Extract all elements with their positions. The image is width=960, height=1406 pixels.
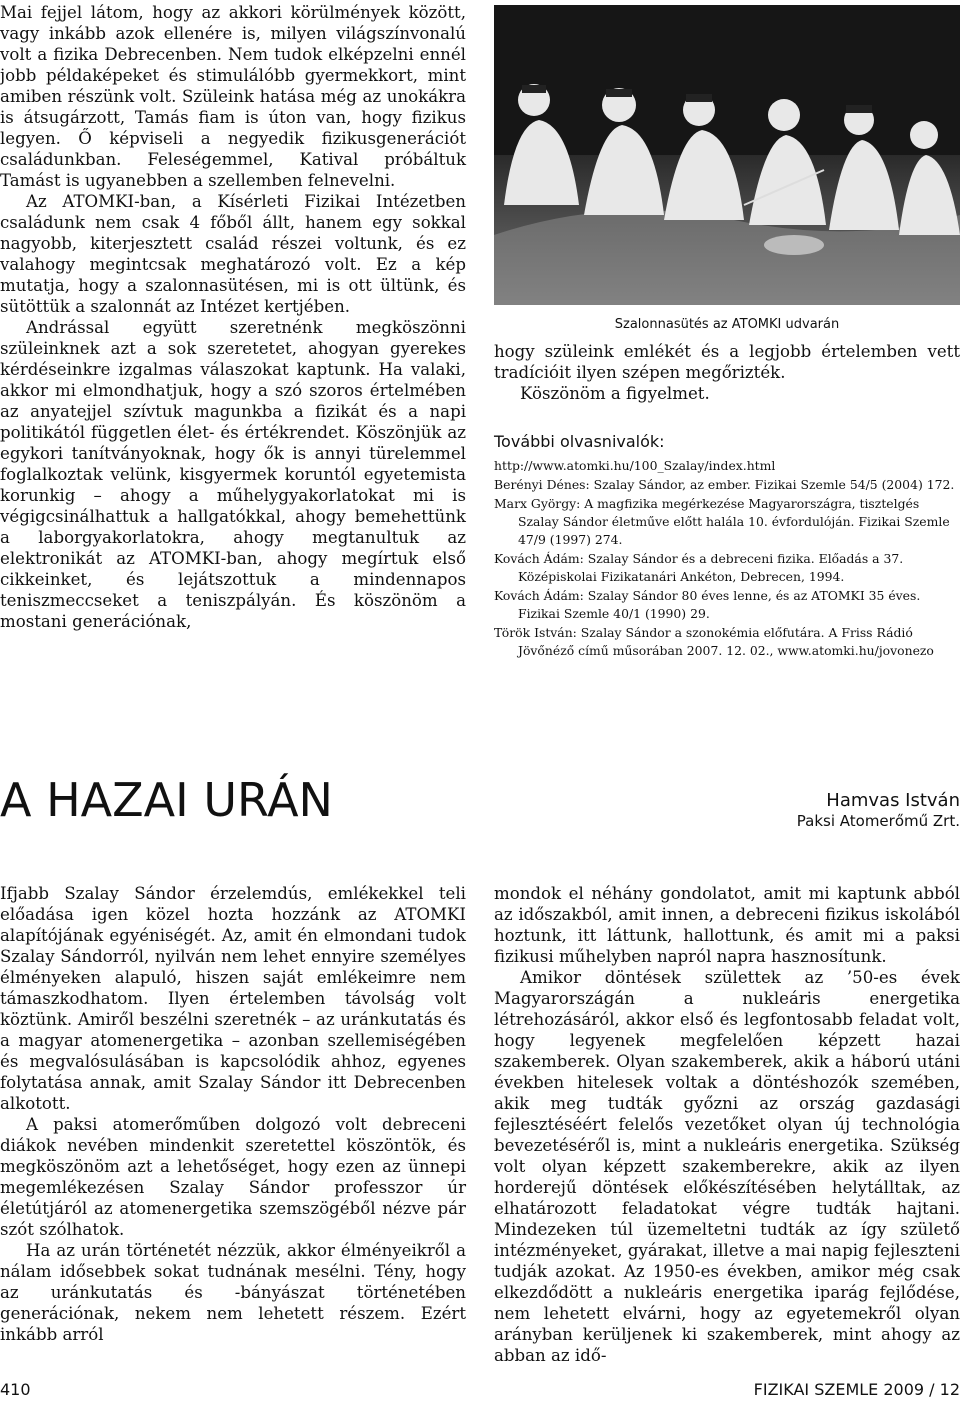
journal-footer: FIZIKAI SZEMLE 2009 / 12: [753, 1380, 960, 1399]
left-column-top: [0, 2, 466, 632]
paragraph: Köszönöm a figyelmet.: [520, 384, 710, 403]
paragraph: Az ATOMKI-ban, a Kísérleti Fizikai Intézetben családunk nem csak 4 főből állt, hanem egy sokkal nagyobb, kiterjesztett család részei voltunk, és ez valahogy megintcsak meghatározó volt. Ez a kép mutatja, hogy a szalonnasütésen, mi is ott ültünk, és sütöttük a szalonnát az Intézet kertjében.: [0, 192, 466, 316]
author-affiliation: Paksi Atomerőmű Zrt.: [796, 812, 960, 830]
paragraph: Ha az urán történetét nézzük, akkor élményeikről a nálam idősebbek sokat tudnának mesélni. Tény, hogy az uránkutatás és -bányászat történetében generációnak, nekem nem lehetett részem. Ezért inkább arról: [0, 1241, 466, 1344]
article-title: A HAZAI URÁN: [0, 773, 333, 827]
reference-item: Török István: Szalay Sándor a szonokémia előfutára. A Friss Rádió Jövőnéző című műsorában 2007. 12. 02., www.atomki.hu/jovonezo: [494, 625, 934, 658]
photo-caption: Szalonnasütés az ATOMKI udvarán: [614, 317, 840, 332]
reference-item[interactable]: http://www.atomki.hu/100_Szalay/index.html: [494, 458, 776, 473]
author-block: [797, 790, 960, 832]
left-column-bottom: [0, 883, 466, 1345]
paragraph: Amikor döntések születtek az ’50-es évek Magyarországán a nukleáris energetika létrehozásáról, akkor első és legfontosabb feladat volt, hogy legyenek megfelelően képzett hazai szakemberek. Olyan szakemberek, akik a háború utáni években hitelesek voltak a döntéshozók szemében, akik meg tudták győzni az ország gazdasági fejlesztéséért felelős vezetőket olyan új technológia bevezetéséről is, mint a nukleáris energetika. Szükség volt olyan képzett szakemberekre, akik az ilyen horderejű döntések előkészítésében helytálltak, az elhatározott feladatokat végre tudták hajtani. Mindezeken túl üzemeltetni tudták az így születő intézményeket, gyárakat, illetve a mai napig fejleszteni tudják azokat. Az 1950-es években, amikor még csak elkezdődött a nukleáris energetika iparág fejlődése, nem lehetett elvárni, hogy az egyetemekről olyan arányban kerüljenek ki szakemberek, mint ahogy az abban az idő-: [494, 968, 960, 1365]
paragraph: Ifjabb Szalay Sándor érzelemdús, emlékekkel teli előadása igen közel hozta hozzánk az ATOMKI alapítójának egyéniségét. Az, amit én elmondani tudok Szalay Sándorról, nyilván nem lehet ennyire személyes élményeken alapuló, hiszen saját emlékeimre nem támaszkodhatom. Ilyen értelemben távolság volt köztünk. Amiről beszélni szeretnék – az uránkutatás és a magyar atomenergetika – azonban szellemiségében és megvalósulásában is kapcsolódik ahhoz, egyenes folytatása annak, amit Szalay Sándor itt Debrecenben alkotott.: [0, 884, 466, 1113]
reference-item: Kovách Ádám: Szalay Sándor 80 éves lenne, és az ATOMKI 35 éves. Fizikai Szemle 40/1 (1990) 29.: [494, 588, 921, 621]
paragraph: Mai fejjel látom, hogy az akkori körülmények között, vagy inkább azok ellenére is, milyen világszínvonalú volt a fizika Debrecenben. Nem tudok elképzelni ennél jobb példaképeket és stimulálóbb gyermekkort, mint amiben részünk volt. Szüleink hatása még az unokákra is átsugárzott, Tamás fiam is úton van, hogy fizikus legyen. Ő képviseli a negyedik fizikusgenerációt családunkban. Feleségemmel, Katival próbáltuk Tamást is ugyanebben a szellemben felnevelni.: [0, 3, 466, 190]
paragraph: mondok el néhány gondolatot, amit mi kaptunk abból az időszakból, amit innen, a debreceni fizikus iskolából hoztunk, itt láttunk, hallottunk, és amit mi a paksi fizikusi műhelyben napról napra hasznosítunk.: [494, 884, 960, 966]
reference-item: Kovách Ádám: Szalay Sándor és a debreceni fizika. Előadás a 37. Középiskolai Fizikatanári Ankéton, Debrecen, 1994.: [494, 551, 904, 584]
paragraph: hogy szüleink emlékét és a legjobb értelemben vett tradícióit ilyen szépen megőrizték.: [494, 342, 960, 382]
right-column-bottom: [494, 883, 960, 1366]
paragraph: Andrással együtt szeretnénk megköszönni szüleinknek azt a sok szeretetet, ahogyan gyerekes kérdéseinkre izgalmas válaszokat kaptunk. Ha valaki, akkor mi elmondhatjuk, hogy a szó szoros értelmében az anyatejjel szívtuk magunkba a fizikát és a napi politikától független élet- és értékrendet. Köszönjük az egykori tanítványoknak, hogy ők is annyi türelemmel foglalkoztak velünk, kisgyermek koruntól egyetemista korunkig – ahogy a műhelygyakorlatokat mi is végigcsinálhattuk a hallgatókkal, ahogy bemehettünk a laborgyakorlatokra, ahogy megtanultuk az elektronikát az ATOMKI-ban, ahogy megírtuk első cikkeinket, és lejátszottuk a mindennapos teniszmeccseket a teniszpályán. És köszönöm a mostani generációnak,: [0, 318, 466, 631]
right-column-top: [494, 341, 960, 404]
paragraph: A paksi atomerőműben dolgozó volt debreceni diákok nevében mindenkit szeretettel köszöntök, és megköszönöm azt a lehetőséget, hogy ezen az ünnepi megemlékezésen Szalay Sándor professzor úr életútjáról az atomenergetika szemszögéből nézve pár szót szólhatok.: [0, 1115, 466, 1239]
author-name: Hamvas István: [826, 790, 960, 811]
photo-image: [494, 5, 960, 305]
photo-campfire: [494, 5, 960, 305]
reference-item: Marx György: A magfizika megérkezése Magyarországra, tisztelgés Szalay Sándor életműve előtt halála 10. évfordulóján. Fizikai Szemle 47/9 (1997) 274.: [494, 496, 950, 547]
further-reading-heading: További olvasnivalók:: [494, 432, 665, 451]
page-number: 410: [0, 1380, 31, 1399]
reference-list: [494, 457, 960, 661]
reference-item: Berényi Dénes: Szalay Sándor, az ember. Fizikai Szemle 54/5 (2004) 172.: [494, 477, 955, 492]
